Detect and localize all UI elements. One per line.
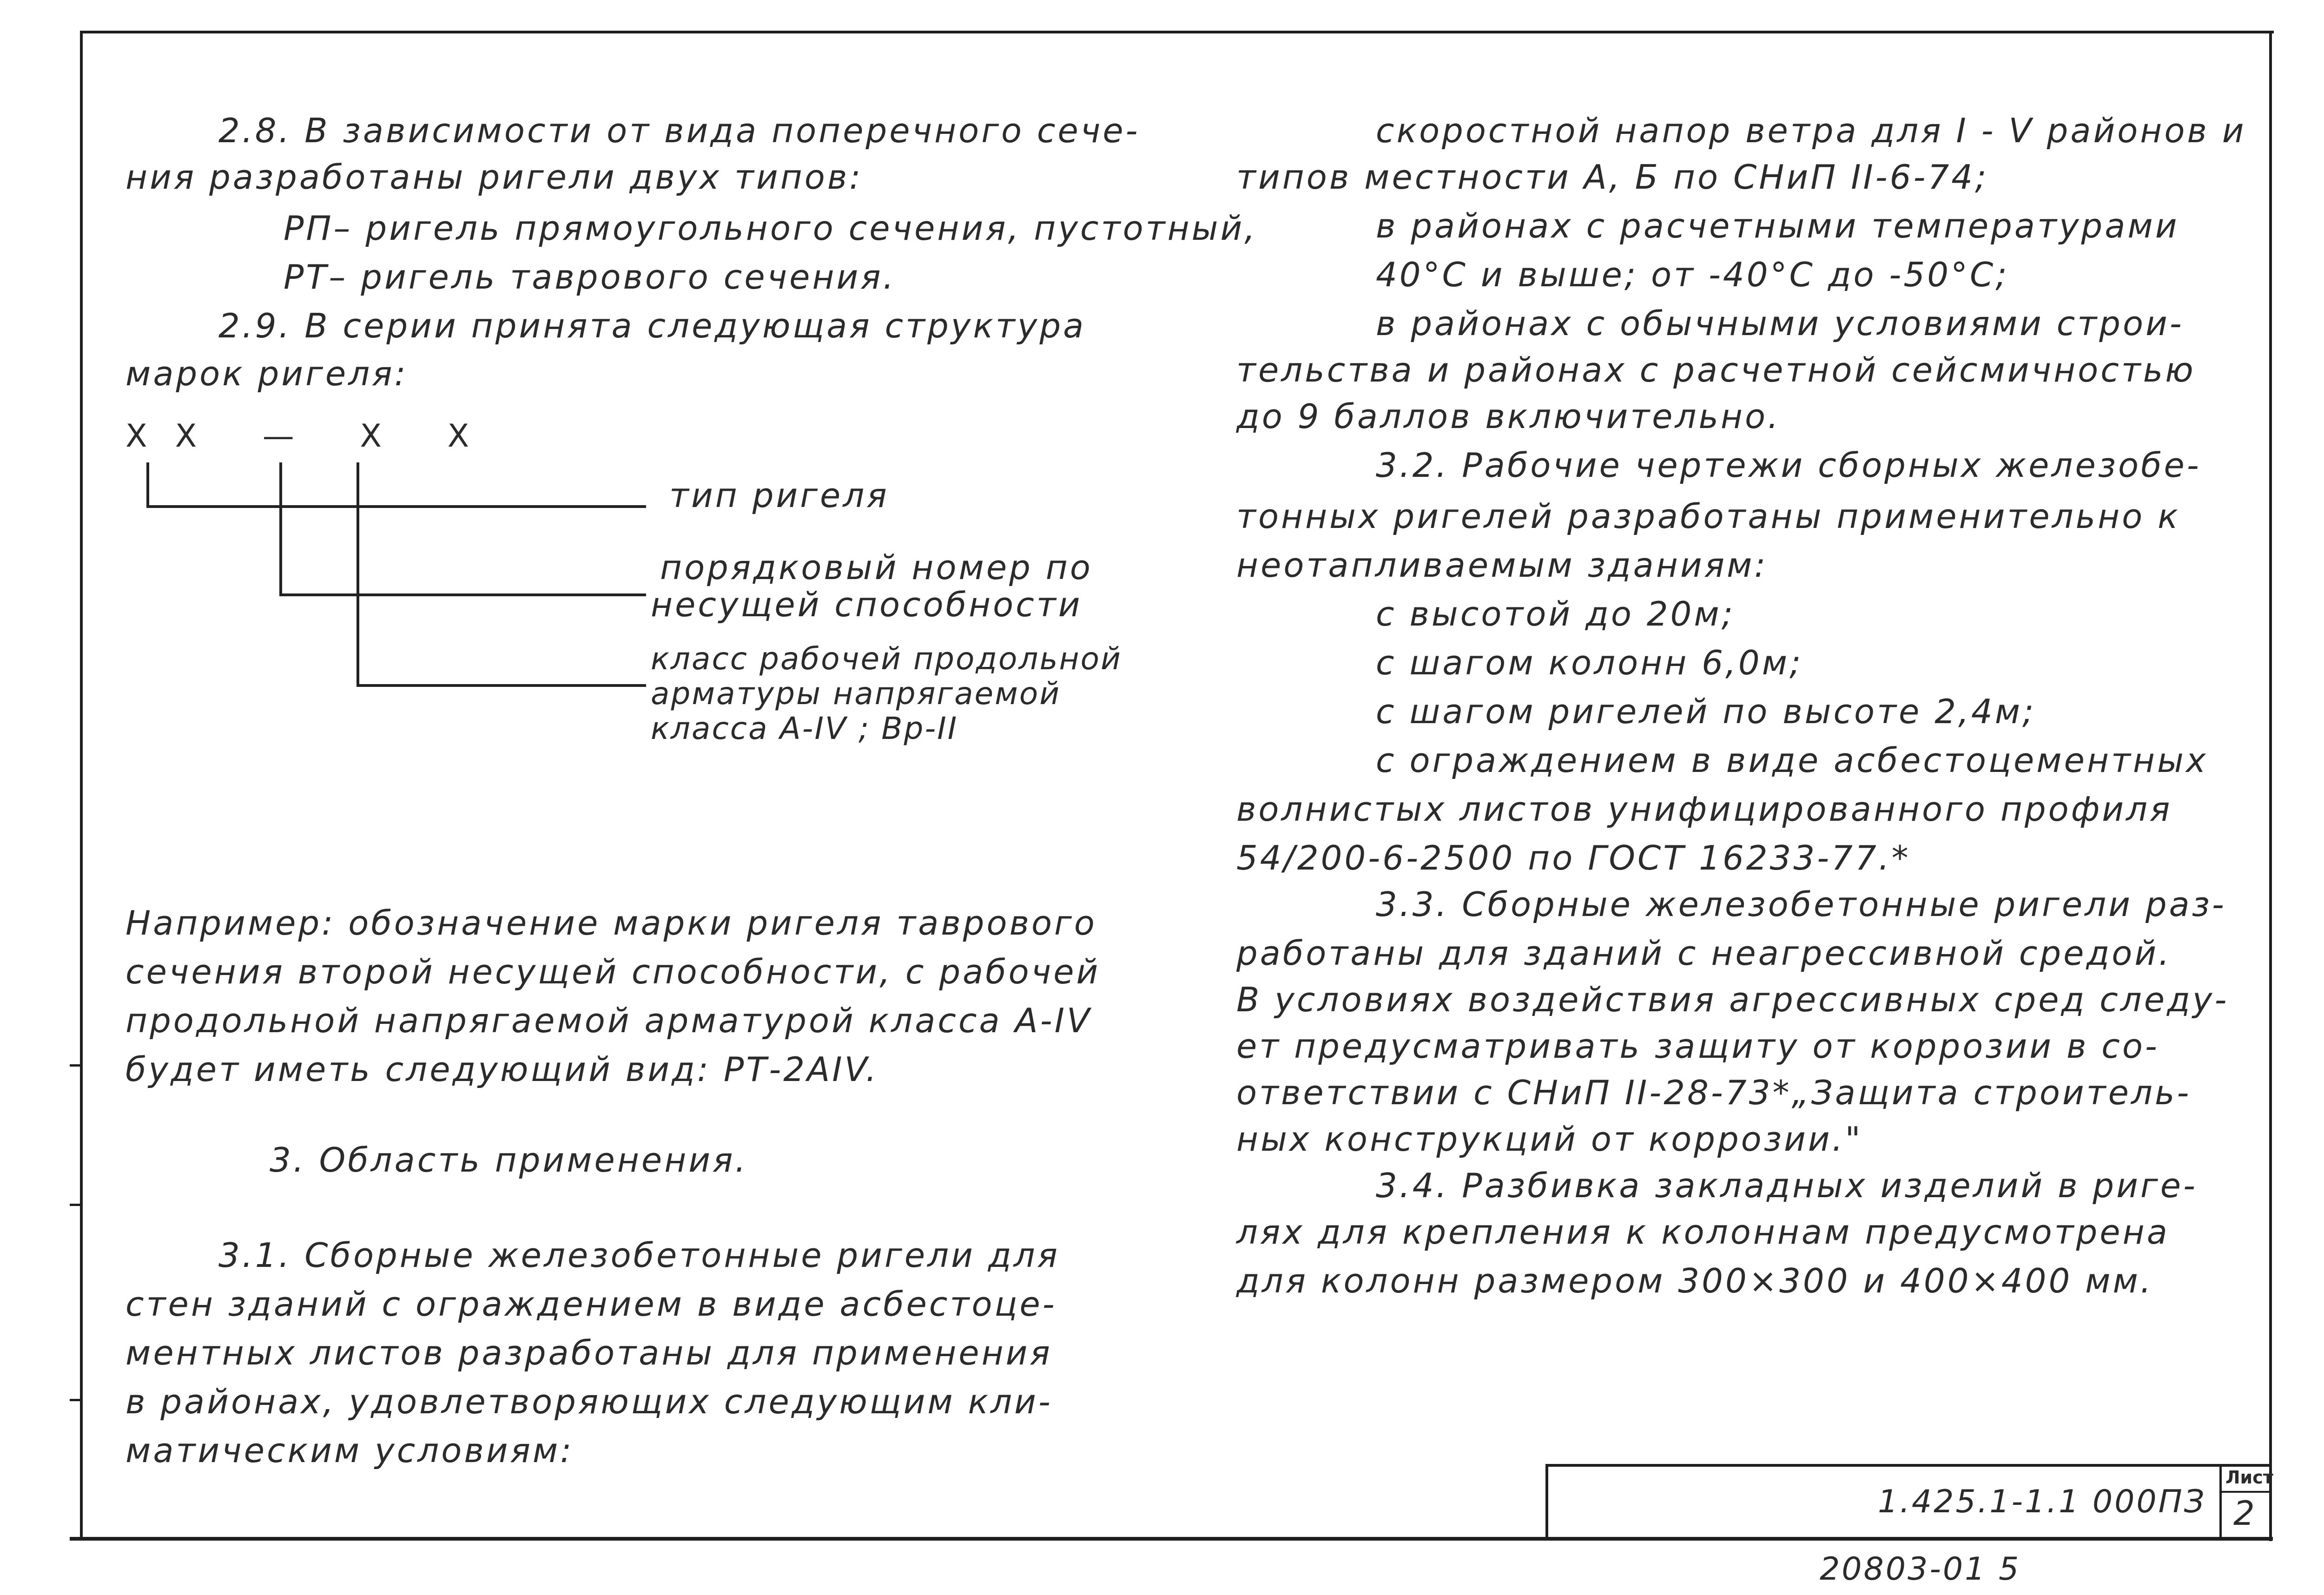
clause-3-2-line-7: с ограждением в виде асбестоцементных <box>1376 741 2208 780</box>
example-line-3: продольной напрягаемой арматурой класса А-IV <box>125 1001 1092 1040</box>
scheme-label-order-1: порядковый номер по <box>660 548 1093 587</box>
clause-3-2-line-1: 3.2. Рабочие чертежи сборных железобе- <box>1376 446 2201 485</box>
clause-3-2-line-9: 54/200-6-2500 по ГОСТ 16233-77.* <box>1236 838 1911 877</box>
example-line-1: Например: обозначение марки ригеля таврового <box>125 903 1097 942</box>
climate-line-7: до 9 баллов включительно. <box>1236 397 1781 436</box>
clause-3-4-line-3: для колонн размером 300×300 и 400×400 мм. <box>1236 1261 2153 1300</box>
clause-3-1-line-5: матическим условиям: <box>125 1431 574 1470</box>
climate-line-5: в районах с обычными условиями строи- <box>1376 304 2184 343</box>
clause-3-2-line-8: волнистых листов унифицированного профиля <box>1236 790 2172 829</box>
climate-line-4: 40°С и выше; от -40°С до -50°С; <box>1376 255 2009 294</box>
document-code: 1.425.1-1.1 000ПЗ <box>1878 1483 2206 1520</box>
clause-3-3-line-5: ответствии с СНиП II-28-73*„Защита строитель- <box>1236 1073 2192 1112</box>
scheme-label-type: тип ригеля <box>669 476 889 515</box>
archive-number: 20803-01 5 <box>1820 1551 2021 1588</box>
clause-3-4-line-1: 3.4. Разбивка закладных изделий в риге- <box>1376 1166 2198 1205</box>
clause-3-3-line-3: В условиях воздействия агрессивных сред следу- <box>1236 980 2229 1019</box>
clause-2-8-type-rp: РП– ригель прямоугольного сечения, пустотный, <box>284 209 1258 248</box>
clause-2-9-line-2: марок ригеля: <box>125 354 408 393</box>
clause-3-2-line-5: с шагом колонн 6,0м; <box>1376 643 1803 682</box>
climate-line-1: скоростной напор ветра для I - V районов и <box>1376 111 2246 150</box>
clause-2-8-type-rt: РТ– ригель таврового сечения. <box>284 257 896 297</box>
scheme-label-order-2: несущей способности <box>651 585 1083 624</box>
clause-3-2-line-4: с высотой до 20м; <box>1376 594 1735 633</box>
section-3-heading: 3. Область применения. <box>270 1140 748 1180</box>
clause-3-1-line-2: стен зданий с ограждением в виде асбестоце- <box>125 1285 1057 1324</box>
sheet-number: 2 <box>2233 1494 2257 1533</box>
climate-line-2: типов местности А, Б по СНиП II-6-74; <box>1236 158 1989 197</box>
climate-line-3: в районах с расчетными температурами <box>1376 206 2179 245</box>
clause-3-1-line-3: ментных листов разработаны для применения <box>125 1333 1052 1372</box>
climate-line-6: тельства и районах с расчетной сейсмичностью <box>1236 350 2196 389</box>
clause-2-8-line-2: ния разработаны ригели двух типов: <box>125 158 863 197</box>
example-line-4: будет иметь следующий вид: РТ-2АIV. <box>125 1050 879 1089</box>
clause-2-9-line-1: 2.9. В серии принята следующая структура <box>218 306 1086 345</box>
clause-3-3-line-4: ет предусматривать защиту от коррозии в со- <box>1236 1027 2159 1066</box>
clause-3-2-line-6: с шагом ригелей по высоте 2,4м; <box>1376 692 2036 731</box>
scheme-label-class-1: класс рабочей продольной <box>651 641 1122 677</box>
clause-3-4-line-2: лях для крепления к колоннам предусмотрена <box>1236 1213 2170 1252</box>
clause-3-2-line-2: тонных ригелей разработаны применительно к <box>1236 497 2180 536</box>
example-line-2: сечения второй несущей способности, с рабочей <box>125 952 1101 991</box>
clause-2-8-line-1: 2.8. В зависимости от вида поперечного сече- <box>218 111 1140 150</box>
clause-3-1-line-1: 3.1. Сборные железобетонные ригели для <box>218 1236 1060 1275</box>
clause-3-2-line-3: неотапливаемым зданиям: <box>1236 546 1768 585</box>
mark-structure: ХХ — Х Х <box>125 418 497 455</box>
clause-3-1-line-4: в районах, удовлетворяющих следующим кли- <box>125 1382 1053 1421</box>
sheet-label: Лист <box>2225 1467 2273 1488</box>
clause-3-3-line-6: ных конструкций от коррозии." <box>1236 1120 1863 1159</box>
clause-3-3-line-2: работаны для зданий с неагрессивной средой. <box>1236 934 2172 973</box>
clause-3-3-line-1: 3.3. Сборные железобетонные ригели раз- <box>1376 885 2226 924</box>
scheme-label-class-2: арматуры напрягаемой <box>651 676 1061 712</box>
scheme-label-class-3: класса А-IV ; Вр-II <box>651 711 958 746</box>
